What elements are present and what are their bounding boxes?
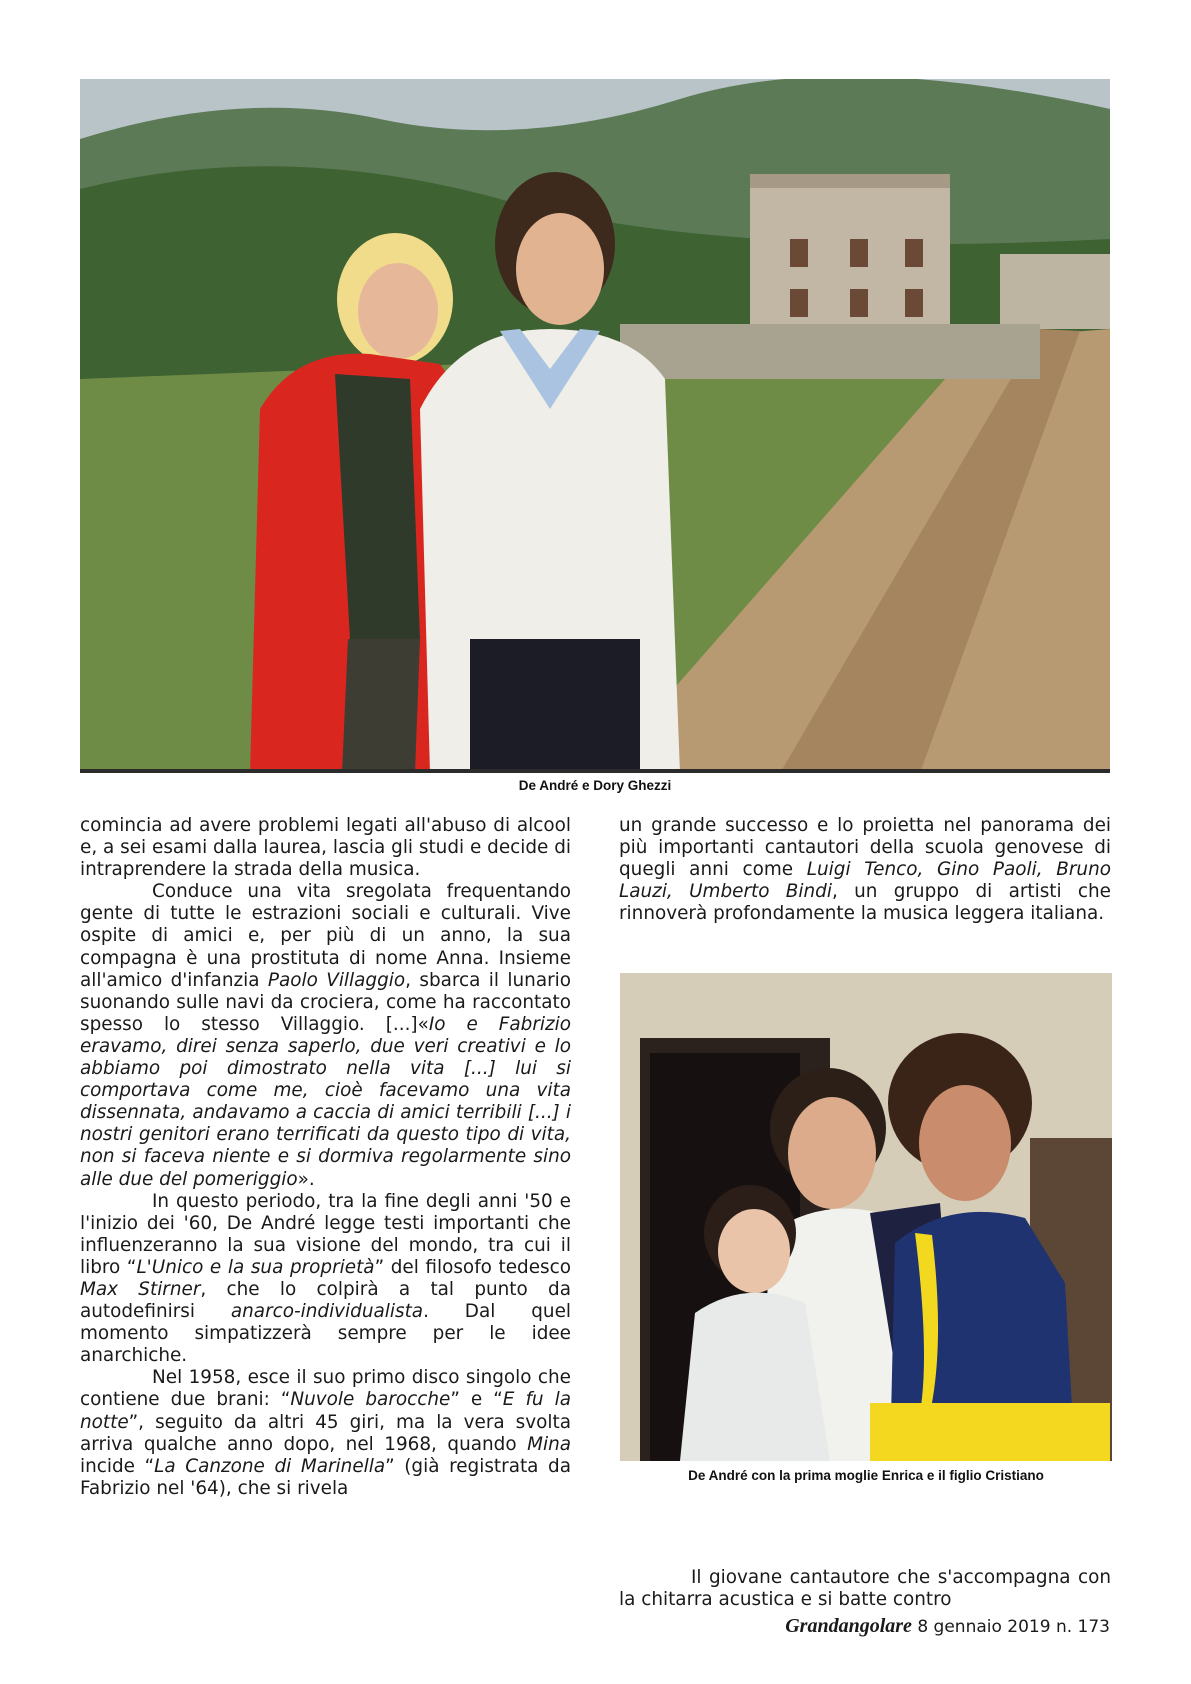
photo-caption: De André con la prima moglie Enrica e il figlio Cristiano (688, 1468, 1044, 1483)
paragraph: In questo periodo, tra la fine degli anni '50 e l'inizio dei '60, De André legge testi importanti che influenzeranno la sua visione del mondo, tra cui il libro “L'Unico e la sua proprietà” del filosofo tedesco Max Stirner, che lo colpirà a tal punto da autodefinirsi anarco-individualista. Dal quel momento simpatizzerà sempre per le idee anarchiche. (80, 1190, 571, 1367)
photo-caption: De André e Dory Ghezzi (518, 778, 672, 793)
paragraph: Conduce una vita sregolata frequentando gente di tutte le estrazioni sociali e culturali. Vive ospite di amici e, per più di un anno, la sua compagna è una prostituta di nome Anna. Insieme all'amico d'infanzia Paolo Villaggio, sbarca il lunario suonando sulle navi da crociera, come ha raccontato spesso lo stesso Villaggio. [...]«Io e Fabrizio eravamo, direi senza saperlo, due veri creativi e lo abbiamo poi dimostrato nella vita [...] lui si comportava come me, cioè facevamo una vita dissennata, andavamo a caccia di amici terribili [...] i nostri genitori erano terrificati da questo tipo di vita, non si faceva niente e si dormiva regolarmente sino alle due del pomeriggio». (80, 881, 572, 1190)
photo-de-andre-dory-ghezzi (80, 79, 1110, 773)
magazine-name: Grandangolare (785, 1615, 912, 1637)
article-column-right (619, 815, 1111, 925)
paragraph: Il giovane cantautore che s'accompagna con la chitarra acustica e si batte contro (619, 1567, 1111, 1611)
paragraph: un grande successo e lo proietta nel panorama dei più importanti cantautori della scuola genovese di quegli anni come Luigi Tenco, Gino Paoli, Bruno Lauzi, Umberto Bindi, un gruppo di artisti che rinnoverà profondamente la musica leggera italiana. (619, 815, 1111, 925)
paragraph: comincia ad avere problemi legati all'abuso di alcool e, a sei esami dalla laurea, lascia gli studi e decide di intraprendere la strada della musica. (80, 815, 571, 881)
paragraph: Nel 1958, esce il suo primo disco singolo che contiene due brani: “Nuvole barocche” e “E fu la notte”, seguito da altri 45 giri, ma la vera svolta arriva qualche anno dopo, nel 1968, quando Mina incide “La Canzone di Marinella” (già registrata da Fabrizio nel '64), che si rivela (80, 1367, 571, 1499)
page-footer (785, 1615, 1110, 1638)
photo-de-andre-family (620, 973, 1112, 1461)
article-column-left (80, 815, 571, 1500)
article-column-right-bottom (619, 1567, 1111, 1611)
issue-info: 8 gennaio 2019 n. 173 (911, 1617, 1110, 1637)
